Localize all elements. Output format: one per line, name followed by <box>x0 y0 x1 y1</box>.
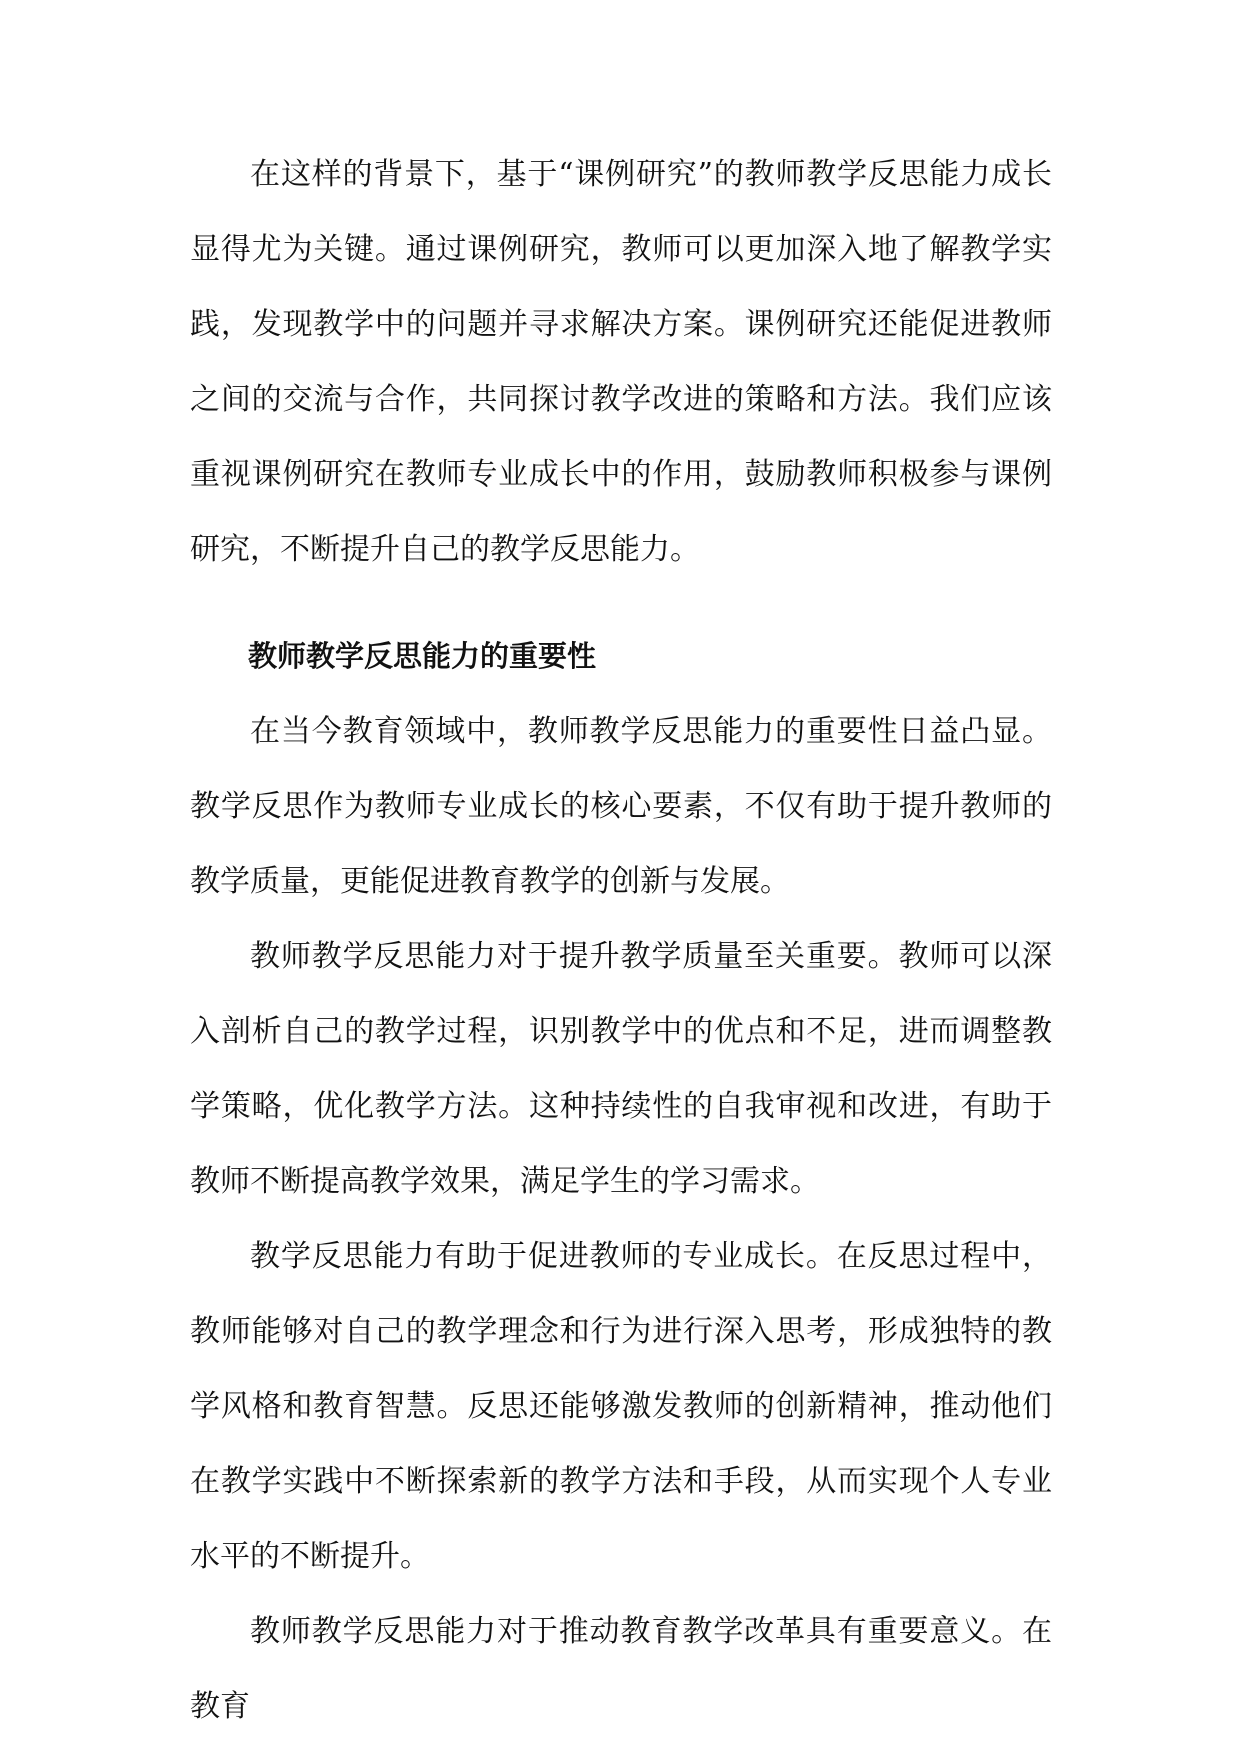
paragraph-education-reform: 教师教学反思能力对于推动教育教学改革具有重要意义。在教育 <box>190 1614 1052 1724</box>
paragraph-importance-intro: 在当今教育领域中，教师教学反思能力的重要性日益凸显。教学反思作为教师专业成长的核心要素，不仅有助于提升教师的教学质量，更能促进教育教学的创新与发展。 <box>190 714 1052 899</box>
paragraph-teaching-quality: 教师教学反思能力对于提升教学质量至关重要。教师可以深入剖析自己的教学过程，识别教学中的优点和不足，进而调整教学策略，优化教学方法。这种持续性的自我审视和改进，有助于教师不断提高教学效果，满足学生的学习需求。 <box>190 939 1052 1199</box>
document-body <box>190 137 1052 1744</box>
paragraph-professional-growth: 教学反思能力有助于促进教师的专业成长。在反思过程中，教师能够对自己的教学理念和行为进行深入思考，形成独特的教学风格和教育智慧。反思还能够激发教师的创新精神，推动他们在教学实践中不断探索新的教学方法和手段，从而实现个人专业水平的不断提升。 <box>190 1239 1052 1574</box>
paragraph-background: 在这样的背景下，基于“课例研究”的教师教学反思能力成长显得尤为关键。通过课例研究，教师可以更加深入地了解教学实践，发现教学中的问题并寻求解决方案。课例研究还能促进教师之间的交流与合作，共同探讨教学改进的策略和方法。我们应该重视课例研究在教师专业成长中的作用，鼓励教师积极参与课例研究，不断提升自己的教学反思能力。 <box>190 157 1052 567</box>
section-heading: 教师教学反思能力的重要性 <box>248 639 597 673</box>
